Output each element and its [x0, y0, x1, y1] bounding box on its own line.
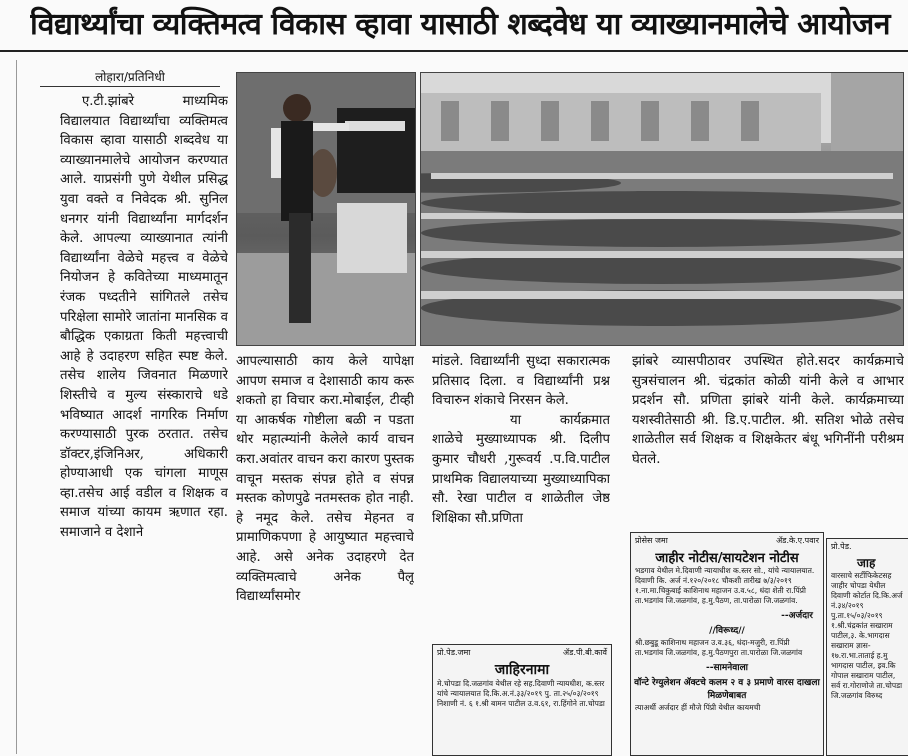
ad2-applicant: --अर्जदार	[781, 611, 813, 621]
ad2-versus: //विरूध्द//	[709, 626, 745, 636]
ad2-subject: वॉन्टे रेग्युलेशन ॲक्टचे कलम २ व ३ प्रमाणे वारस दाखला मिळणेबाबत	[634, 678, 820, 701]
headline-rule	[0, 50, 908, 52]
byline-rule	[40, 86, 220, 87]
article-column-3	[432, 352, 610, 642]
ad2-title: जाहीर नोटीस/सायटेशन नोटीस	[655, 551, 799, 566]
ad3-title: जाह	[857, 556, 876, 570]
article-column-2: आपल्यासाठी काय केले यापेक्षा आपण समाज व देशासाठी काय करू शकतो हा विचार करा.मोबाईल, टीव्ही या आकर्षक गोष्टीला बळी न पडता थोर महात्म्यांनी केलेले कार्य वाचन करा.अवांतर वाचन करा कारण पुस्तक वाचून मस्तक संपन्न होते व संपन्न मस्तक कोणपुढे नतमस्तक होत नाही. हे नमूद केले. तसेच मेहनत व प्रामाणिकपणा हे आयुष्यात महत्त्वाचे आहे. असे अनेक उदाहरणे देत व्यक्तिमत्वाचे अनेक पैलू विद्यार्थ्यांसमोर	[236, 354, 414, 605]
ad1-body: मे.चोपडा दि.जळगांव येथील रहे सह.दिवाणी न्यायधीश, क.स्तर यांचे न्यायालयात दि.कि.अ.नं.३३/२०१९ पु. ता.२५/०३/२०१९ निशाणी नं. ६ १.श्री बामन पाटील उ.व.६१, रा.हिंगोने ता.चोपडा	[437, 679, 605, 708]
ad2-left-tag: प्रोसेस जमा	[635, 536, 668, 545]
column-3-para-2: या कार्यक्रमात शाळेचे मुख्याध्यापक श्री. दिलीप कुमार चौधरी ,गुरूवर्य .प.वि.पाटील प्राथमिक विद्यालयाच्या मुख्याध्यापिका सौ. रेखा पाटील व शाळेतील जेष्ठ शिक्षिका सौ.प्रणिता	[432, 412, 610, 526]
ad2-body: भडगाव येथील मे.दिवाणी न्यायाधीश क.स्तर सो., यांचे न्यायालयात. दिवाणी कि. अर्ज नं.१२०/२०१८ चौकशी तारीख ७/३/२०१९ १.ना.मा.चिकुबाई काशिनाथ महाजन उ.व.५८, धंदा शेती रा.पिंप्री ता.भडगांव जि.जळगांव, ह.मु.पैठण, ता.पारोळा जि.जळगांव.	[635, 566, 815, 605]
ad3-left-tag: प्रो.पेड.	[831, 542, 852, 551]
article-column-1: ए.टी.झांबरे माध्यमिक विद्यालयात विद्यार्थ्यांचा व्यक्तिमत्व विकास व्हावा यासाठी शब्दवेध या व्याख्यानमालेचे आयोजन करण्यात आले. याप्रसंगी पुणे येथील प्रसिद्ध युवा वक्ते व निवेदक श्री. सुनिल धनगर यांनी विद्यार्थ्यांना मार्गदर्शन केले. आपल्या व्याख्यानात त्यांनी विद्यार्थ्यांना वेळेचे महत्त्व व वेळेचे नियोजन हे कवितेच्या माध्यमातून रंजक पध्दतीने सांगितले तसेच परिक्षेला सामोरे जातांना मानसिक व बौद्धिक एकाग्रता किती महत्त्वाची आहे हे उदाहरण सहित स्पष्ट केले. तसेच शालेय जिवनात मिळणारे शिस्तीचे व मुल्य संस्काराचे धडे भविष्यात आदर्श नागरिक निर्माण करण्यासाठी पुरक ठरतात. तसेच डॉक्टर,इंजिनिअर, अधिकारी होण्याआधी एक चांगला माणूस व्हा.तसेच आई वडील व शिक्षक व समाज यांच्या कायम ऋणात रहा. समाजाने व देशाने	[60, 94, 228, 541]
notice-ad-2	[630, 532, 824, 756]
notice-ad-3	[826, 538, 908, 756]
ad3-body: वारसाचे सर्टीफिकेटसह जाहीर चोपडा येथील दिवाणी कोर्टात दि.कि.अर्ज नं.३४/२०१९ पु.ता.१५/०३/२०१९ १.श्री.चंद्रकांत सखाराम पाटील,३. के.भागदास सखाराम ज्ञास- १७.रा.भा.ताताई ह.मु भागदास पाटील, इव.कि गोपाल सखाराम पाटील, सर्व रा.गोराणोजे ता.चोपडा जि.जळगांव विरुध्द	[831, 571, 903, 700]
ad2-right-tag: ॲड.के.ए.पवार	[776, 536, 819, 545]
byline: लोहारा/प्रतिनिधी	[95, 70, 165, 84]
ad2-respondent: --सामनेवाला	[705, 663, 749, 673]
speaker-photo	[236, 72, 416, 346]
students-photo	[420, 72, 904, 346]
article-column-4: झांबरे व्यासपीठावर उपस्थित होते.सदर कार्यक्रमाचे सुत्रसंचालन श्री. चंद्रकांत कोळी यांनी केले व आभार प्रदर्शन सौ. प्रणिता झांबरे यांनी केले. कार्यक्रमाच्या यशस्वीतेसाठी श्री. डि.ए.पाटील. श्री. सतिश भोळे तसेच शाळेतील सर्व शिक्षक व शिक्षकेतर बंधू भगिनींनी परीश्रम घेतले.	[632, 354, 904, 467]
ad1-left-tag: प्रो.पेड.जमा	[437, 648, 471, 657]
notice-ad-1	[432, 644, 612, 756]
ad1-title: जाहिरनामा	[494, 662, 550, 678]
column-3-para-1: मांडले. विद्यार्थ्यांनी सुध्दा सकारात्मक प्रतिसाद दिला. व विद्यार्थ्यांनी प्रश्न विचारुन शंकाचे निरसन केले.	[432, 354, 610, 409]
headline: विद्यार्थ्यांचा व्यक्तिमत्व विकास व्हावा यासाठी शब्दवेध या व्याख्यानमालेचे आयोजन	[30, 7, 890, 42]
ad1-right-tag: ॲड.पी.बी.कार्वे	[563, 648, 607, 657]
speaker-photo-drawing	[237, 73, 415, 345]
students-photo-drawing	[421, 73, 903, 345]
margin-rule	[16, 60, 17, 754]
ad2-body-2: श्री.छबुडू काशिनाथ महाजन उ.व.३६, धंदा-मजुरी, रा.पिंप्री ता.भडगांव जि.जळगांव, ह.मु.पैठणपुरा ता.पारोळा जि.जळगांव	[635, 638, 803, 657]
ad2-body-3: त्याअर्थी अर्जदार हीं मौजे पिंप्री येथील कायमची	[635, 703, 761, 712]
